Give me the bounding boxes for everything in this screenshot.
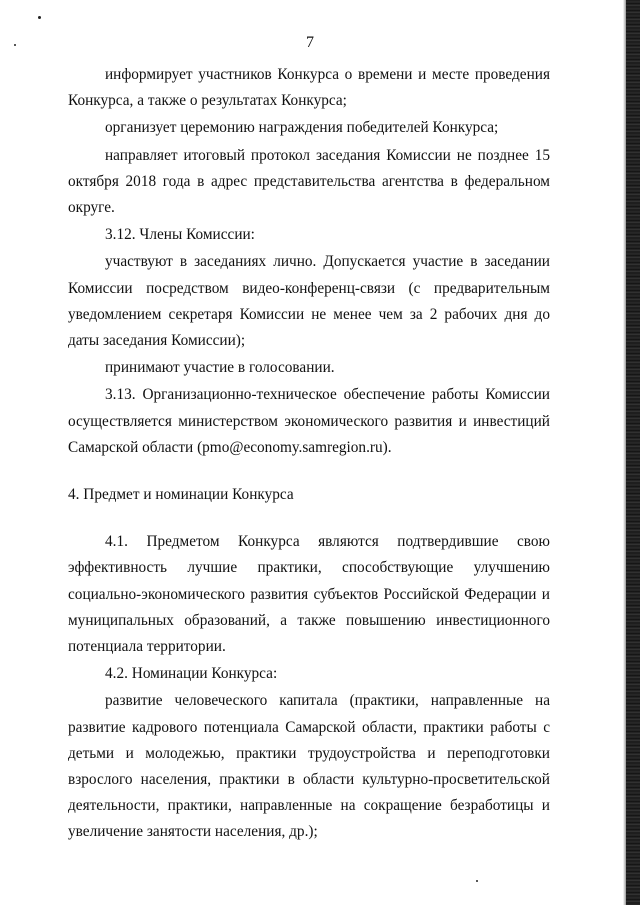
paragraph: 3.13. Организационно-техническое обеспечение работы Комиссии осуществляется министерством экономического развития и инвестиций Самарской области (pmo@economy.samregion.ru). (68, 386, 550, 456)
page-number: 7 (306, 34, 314, 51)
paragraph: принимают участие в голосовании. (105, 359, 335, 377)
scan-edge (626, 0, 640, 905)
paragraph: информирует участников Конкурса о времени и месте проведения Конкурса, а также о результатах Конкурса; (68, 66, 550, 110)
clause-heading: 3.12. Члены Комиссии: (105, 226, 255, 244)
paragraph: развитие человеческого капитала (практики, направленные на развитие кадрового потенциала Самарской области, практики работы с детьми и молодежью, практики трудоустройства и переподготовки взрослого населения, практики в области культурно-просветительской деятельности, практики, направленные на сокращение безработицы и увеличение занятости населения, др.); (68, 692, 550, 841)
paragraph: организует церемонию награждения победителей Конкурса; (105, 119, 499, 137)
paragraph: 4.1. Предметом Конкурса являются подтвердившие свою эффективность лучшие практики, способствующие улучшению социально-экономического развития субъектов Российской Федерации и муниципальных образований, а также повышению инвестиционного потенциала территории. (68, 533, 550, 656)
scan-speck (476, 880, 478, 882)
document-body (68, 62, 550, 846)
section-heading: 4. Предмет и номинации Конкурса (68, 486, 294, 504)
paragraph: участвуют в заседаниях лично. Допускается участие в заседании Комиссии посредством видео-конференц-связи (с предварительным уведомлением секретаря Комиссии не менее чем за 2 рабочих дня до даты заседания Комиссии); (68, 253, 550, 350)
clause-heading: 4.2. Номинации Конкурса: (105, 665, 278, 683)
scan-speck (38, 16, 41, 19)
paragraph: направляет итоговый протокол заседания Комиссии не позднее 15 октября 2018 года в адрес представительства агентства в федеральном округе. (68, 146, 550, 217)
